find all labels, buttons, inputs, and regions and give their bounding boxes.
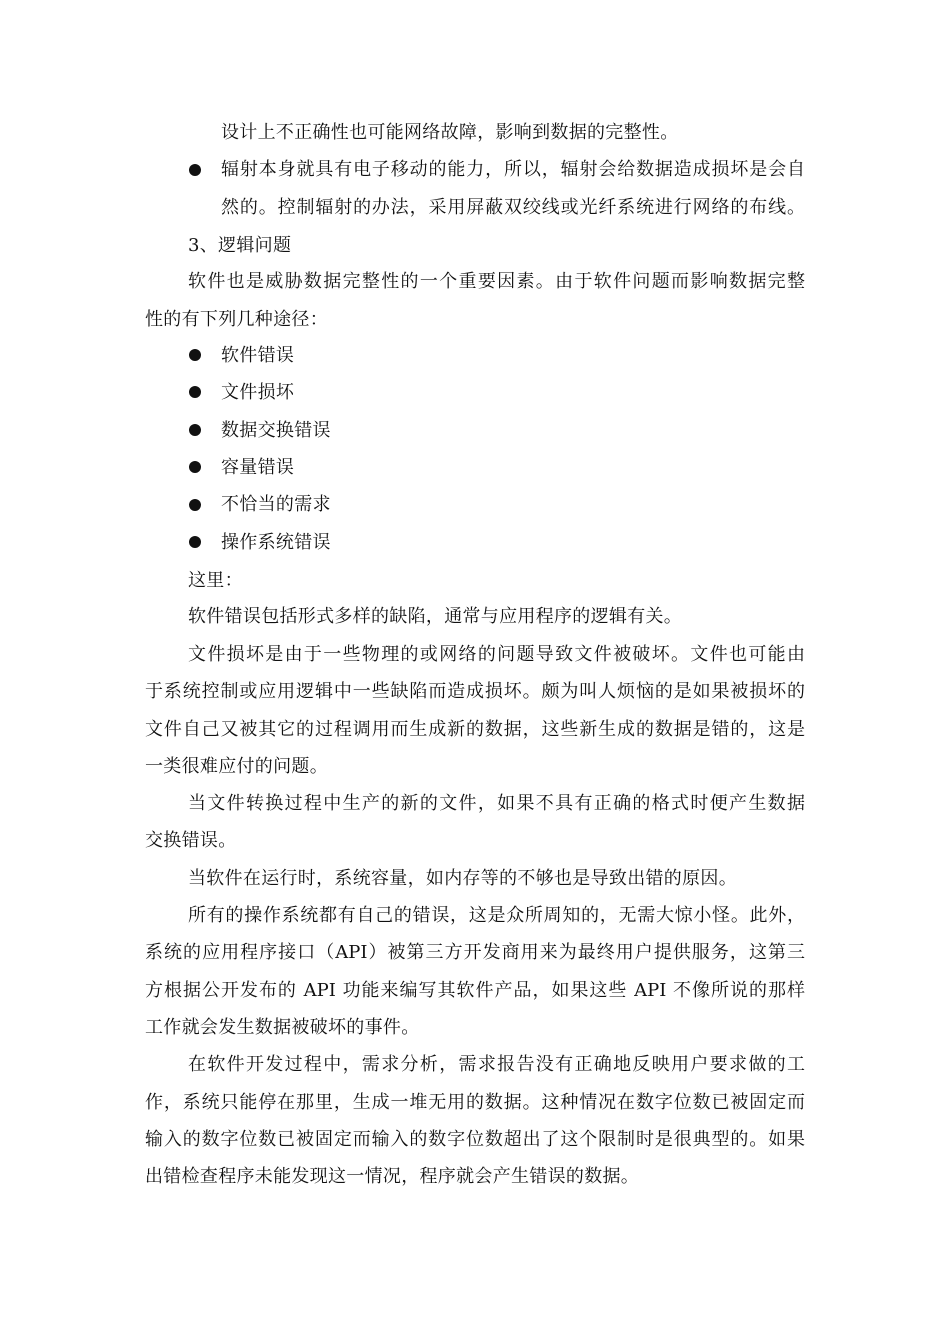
bullet-icon [189, 386, 201, 398]
text-line: 软件也是威胁数据完整性的一个重要因素。由于软件问题而影响数据完整 [188, 271, 805, 292]
text-line: 于系统控制或应用逻辑中一些缺陷而造成损坏。颇为叫人烦恼的是如果被损坏的 [145, 681, 805, 702]
bullet-item: 不恰当的需求 [221, 494, 331, 515]
section-heading: 3、逻辑问题 [188, 235, 292, 256]
text-line: 输入的数字位数已被固定而输入的数字位数超出了这个限制时是很典型的。如果 [145, 1129, 805, 1150]
text-line: 方根据公开发布的 API 功能来编写其软件产品，如果这些 API 不像所说的那样 [145, 980, 805, 1001]
bullet-icon [189, 461, 201, 473]
bullet-item: 辐射本身就具有电子移动的能力，所以，辐射会给数据造成损坏是会自 [221, 159, 805, 180]
text-line: 这里： [188, 570, 243, 591]
bullet-icon [189, 424, 201, 436]
text-line: 一类很难应付的问题。 [145, 756, 328, 777]
text-line: 交换错误。 [145, 830, 237, 851]
bullet-item: 容量错误 [221, 457, 295, 478]
text-line: 性的有下列几种途径： [145, 309, 328, 330]
bullet-icon [189, 349, 201, 361]
text-line: 工作就会发生数据被破坏的事件。 [145, 1017, 420, 1038]
bullet-item: 数据交换错误 [221, 420, 331, 441]
text-line: 当文件转换过程中生产的新的文件，如果不具有正确的格式时便产生数据 [188, 793, 805, 814]
bullet-icon [189, 536, 201, 548]
text-line: 文件自己又被其它的过程调用而生成新的数据，这些新生成的数据是错的，这是 [145, 719, 805, 740]
text-line: 设计上不正确性也可能网络故障，影响到数据的完整性。 [221, 122, 679, 143]
bullet-item: 文件损坏 [221, 382, 295, 403]
bullet-icon [189, 164, 201, 176]
text-line: 在软件开发过程中，需求分析，需求报告没有正确地反映用户要求做的工 [188, 1054, 805, 1075]
bullet-item: 操作系统错误 [221, 532, 331, 553]
text-line: 作，系统只能停在那里，生成一堆无用的数据。这种情况在数字位数已被固定而 [145, 1092, 805, 1113]
text-line: 所有的操作系统都有自己的错误，这是众所周知的，无需大惊小怪。此外， [188, 905, 805, 926]
bullet-icon [189, 499, 201, 511]
text-line: 然的。控制辐射的办法，采用屏蔽双绞线或光纤系统进行网络的布线。 [221, 197, 805, 218]
text-line: 当软件在运行时，系统容量，如内存等的不够也是导致出错的原因。 [188, 868, 737, 889]
bullet-item: 软件错误 [221, 345, 295, 366]
text-line: 软件错误包括形式多样的缺陷，通常与应用程序的逻辑有关。 [188, 606, 683, 627]
text-line: 文件损坏是由于一些物理的或网络的问题导致文件被破坏。文件也可能由 [188, 644, 805, 665]
text-line: 出错检查程序未能发现这一情况，程序就会产生错误的数据。 [145, 1166, 640, 1187]
text-line: 系统的应用程序接口（API）被第三方开发商用来为最终用户提供服务，这第三 [145, 942, 805, 963]
